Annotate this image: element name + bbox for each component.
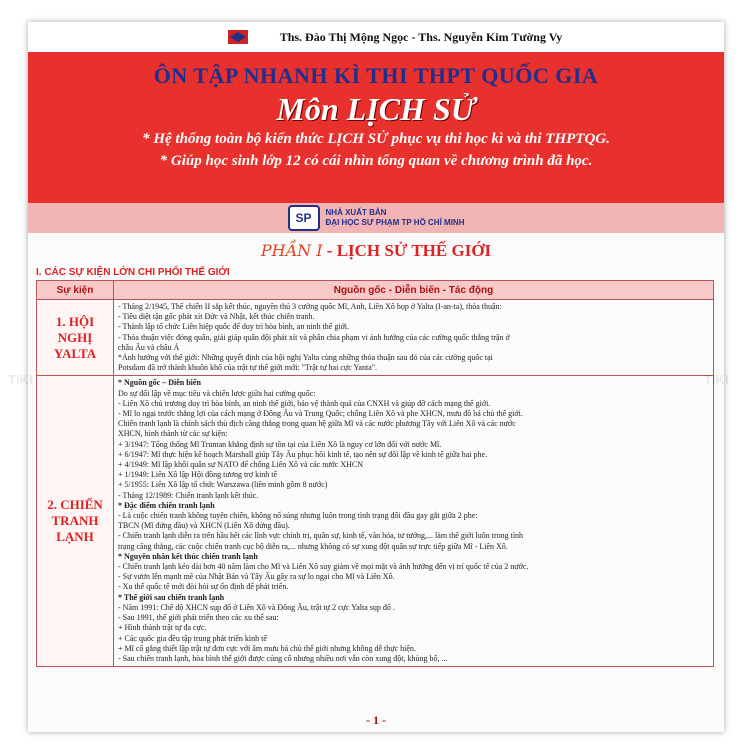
detail-line: - Sau chiến tranh lạnh, hòa bình thế giới được củng cố nhưng nhiều nơi vẫn còn xung đột, khủng bố, ... [118, 653, 448, 663]
detail-line: trạng căng thẳng, các cuộc chiến tranh cục bộ diễn ra,... nhưng không có sự xung đột quân sự trực tiếp giữa Mĩ - Liên Xô. [118, 541, 508, 551]
detail-line: XHCN, hình thành từ các sự kiện: [118, 429, 228, 439]
detail-line: - Tiêu diệt tận gốc phát xít Đức và Nhật, kết thúc chiến tranh. [118, 312, 315, 322]
school-logo-icon [228, 30, 248, 44]
event-name: 1. HỘI NGHỊ YALTA [37, 300, 114, 376]
detail-line: - Sự vươn lên mạnh mẽ của Nhật Bản và Tây Âu gây ra sự lo ngại cho Mĩ và Liên Xô. [118, 572, 395, 582]
event-details [114, 376, 714, 667]
banner-bullet: * Hệ thống toàn bộ kiến thức LỊCH SỬ phục vụ thi học kì và thi THPTQG. [142, 131, 610, 147]
detail-line: * Thế giới sau chiến tranh lạnh [118, 592, 225, 602]
page-number: - 1 - [366, 713, 386, 727]
authors: Ths. Đào Thị Mộng Ngọc - Ths. Nguyễn Kim Tường Vy [279, 29, 563, 44]
detail-line: *Ảnh hưởng với thế giới: Những quyết định của hội nghị Yalta cùng những thỏa thuận sau đó của các cường quốc tại [118, 353, 493, 363]
detail-line: + Các quốc gia đều tập trung phát triển kinh tế [118, 633, 267, 643]
watermark: TIKI [704, 372, 729, 387]
detail-line: - Liên Xô chủ trương duy trì hòa bình, an ninh thế giới, bảo vệ thành quả của CNXH và giúp đỡ cách mạng thế giới. [118, 398, 491, 408]
publisher-bar [28, 203, 724, 233]
detail-line: - Chiến tranh lạnh kéo dài hơn 40 năm làm cho Mĩ và Liên Xô suy giảm về mọi mặt và ảnh hưởng đến vị trí quốc tế của 2 nước. [118, 562, 529, 572]
detail-line: - Chiến tranh lạnh diễn ra trên hầu hết các lĩnh vực chính trị, quân sự, kinh tế, văn hóa, tư tưởng,... làm thế giới luôn trong tình [118, 531, 524, 541]
publisher-logo: SP [288, 205, 320, 231]
detail-line: - Sau 1991, thế giới phát triển theo các xu thế sau: [118, 613, 279, 623]
section-title: I. CÁC SỰ KIỆN LỚN CHI PHỐI THẾ GIỚI [36, 267, 230, 278]
detail-line: - Xu thế quốc tế mới đòi hỏi sự ổn định để phát triển. [118, 582, 289, 592]
part-heading [28, 241, 724, 263]
detail-line: + Hình thành trật tự đa cực. [118, 623, 207, 633]
publisher-line: ĐẠI HỌC SƯ PHẠM TP HỒ CHÍ MINH [325, 218, 465, 227]
publisher-name [326, 208, 465, 228]
publisher-line: NHÀ XUẤT BẢN [325, 208, 387, 217]
detail-line: - Tháng 12/1989: Chiến tranh lạnh kết thúc. [118, 490, 259, 500]
table-row [37, 300, 714, 376]
events-table [36, 280, 714, 667]
column-header: Nguồn gốc - Diễn biến - Tác động [114, 281, 714, 300]
detail-line: + 1/1949: Liên Xô lập Hội đồng tương trợ kinh tế [118, 470, 278, 480]
detail-line: * Nguyên nhân kết thúc chiến tranh lạnh [118, 551, 258, 561]
part-title: - LỊCH SỬ THẾ GIỚI [322, 241, 492, 260]
column-header: Sự kiện [37, 281, 114, 300]
detail-line: + Mĩ cố gắng thiết lập trật tự đơn cực với âm mưu bá chủ thế giới nhưng không dễ thực hiện. [118, 643, 416, 653]
book-cover [28, 22, 724, 732]
detail-line: - Năm 1991: Chế độ XHCN sụp đổ ở Liên Xô và Đông Âu, trật tự 2 cực Yalta sụp đổ . [118, 602, 395, 612]
event-details [114, 300, 714, 376]
detail-line: + 6/1947: Mĩ thực hiện kế hoạch Marshall giúp Tây Âu phục hồi kinh tế, tạo nên sự đối lập về kinh tế giữa hai phe. [118, 449, 488, 459]
authors-bar [28, 22, 724, 53]
detail-line: - Là cuộc chiến tranh không tuyên chiến, không nổ súng nhưng luôn trong tình trạng đối đầu gay gắt giữa 2 phe: [118, 511, 478, 521]
exam-title: ÔN TẬP NHANH KÌ THI THPT QUỐC GIA [153, 63, 599, 88]
detail-line: - Tháng 2/1945, Thế chiến II sắp kết thúc, nguyên thủ 3 cường quốc Mĩ, Anh, Liên Xô họp ở Yalta (I-an-ta), thỏa thuận: [118, 302, 502, 311]
detail-line: * Nguồn gốc – Diễn biến [118, 378, 201, 388]
detail-line: - Thành lập tổ chức Liên hiệp quốc để duy trì hòa bình, an ninh thế giới. [118, 322, 350, 332]
subject-title: Môn LỊCH SỬ [276, 91, 476, 127]
detail-line: + 3/1947: Tổng thống Mĩ Truman khẳng định sự tồn tại của Liên Xô là nguy cơ lớn đối với nước Mĩ. [118, 439, 442, 449]
detail-line: + 4/1949: Mĩ lập khối quân sự NATO để chống Liên Xô và các nước XHCN [118, 460, 364, 470]
detail-line: châu Âu và châu Á [118, 342, 180, 352]
detail-line: Potsdam đã trở thành khuôn khổ của trật tự thế giới mới: "Trật tự hai cực Yanta". [118, 363, 378, 373]
banner-bullet: * Giúp học sinh lớp 12 có cái nhìn tổng quan về chương trình đã học. [159, 153, 593, 169]
detail-line: Do sự đối lập về mục tiêu và chiến lược giữa hai cường quốc: [118, 388, 316, 398]
detail-line: Chiến tranh lạnh là chính sách thù địch căng thẳng trong quan hệ giữa Mĩ và các nước phương Tây với Liên Xô và các nước [118, 419, 516, 429]
detail-line: - Thỏa thuận việc đóng quân, giải giáp quân đội phát xít và phân chia phạm vi ảnh hưởng của các cường quốc thắng trận ở [118, 332, 510, 342]
event-name: 2. CHIẾN TRANH LẠNH [37, 376, 114, 667]
detail-line: + 5/1955: Liên Xô lập tổ chức Warszawa (liên minh gồm 8 nước) [118, 480, 328, 490]
detail-line: TBCN (Mĩ đứng đầu) và XHCN (Liên Xô đứng đầu). [118, 521, 290, 531]
part-handwritten: PHẦN I [260, 241, 323, 260]
detail-line: * Đặc điểm chiến tranh lạnh [118, 500, 215, 510]
title-banner [28, 53, 724, 203]
watermark: TIKI [8, 372, 33, 387]
detail-line: - Mĩ lo ngại trước thắng lợi của cách mạng ở Đông Âu và Trung Quốc; chống Liên Xô và phe XHCN, mưu đồ bá chủ thế giới. [118, 409, 523, 419]
table-row [37, 376, 714, 667]
